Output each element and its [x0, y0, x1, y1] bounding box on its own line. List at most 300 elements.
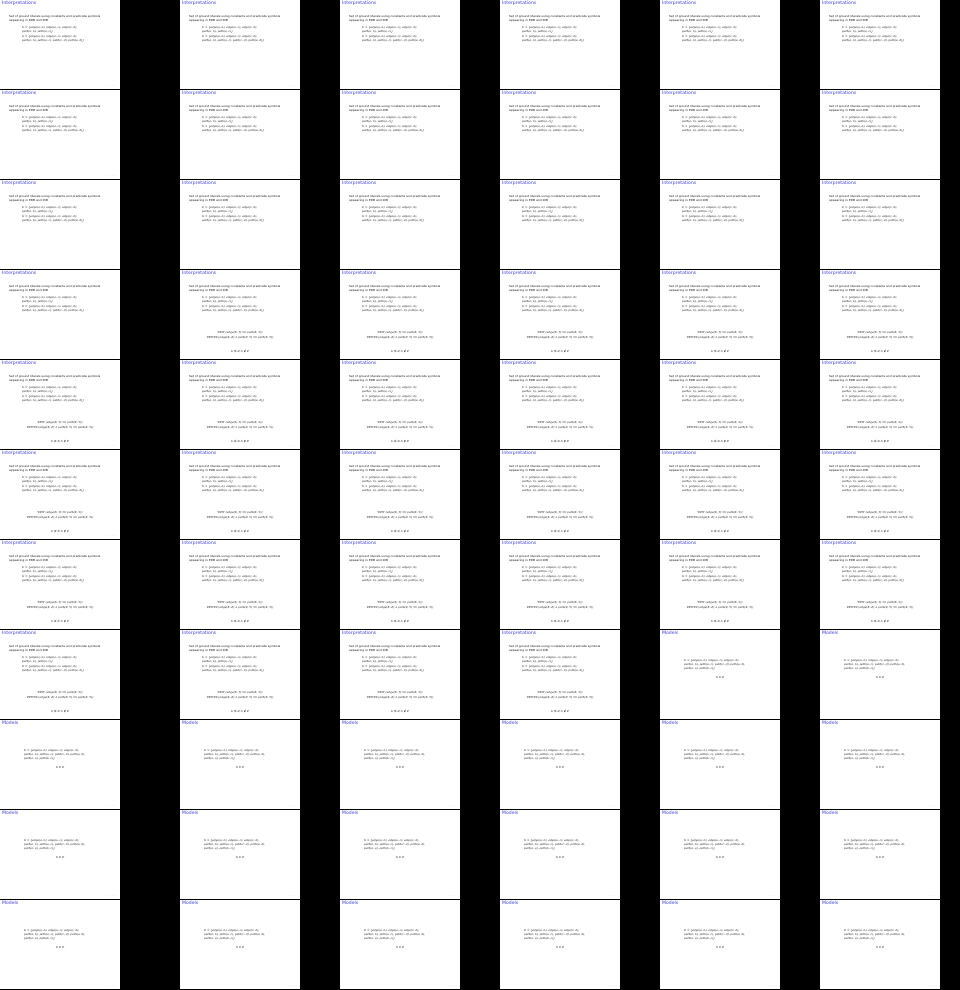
models-interpretation	[364, 748, 425, 760]
slide-intro-line: appearing in EDB and IDB	[189, 287, 228, 292]
interpretation-i1-line: I₁ = {edge(a, b), edge(a, c), edge(c, d),	[682, 25, 738, 29]
slide-thumbnail[interactable]	[820, 270, 940, 359]
models-interpretation-line: I₂ = {edge(a, b), edge(a, c), edge(c, d),	[524, 748, 580, 752]
interpretation-i2	[522, 304, 584, 312]
slide-thumbnail[interactable]	[340, 270, 460, 359]
slide-thumbnail[interactable]	[500, 180, 620, 269]
interpretation-i2-line: I₂ = {edge(a, b), edge(a, c), edge(c, d),	[362, 394, 418, 398]
slide-intro-line: Set of ground literals using constants and predicate symbols	[189, 644, 281, 648]
interpretation-i1	[522, 565, 577, 573]
slide-thumbnail[interactable]	[0, 900, 120, 989]
slide-thumbnail[interactable]	[0, 0, 120, 89]
program-rules	[340, 420, 460, 431]
slide-nav-dots: • • • •	[926, 355, 937, 357]
interpretation-i1-line: path(a, b), path(a, c)}	[522, 389, 553, 394]
models-interpretation-line: path(a, b), path(a, c), path(c, d), path(a, d),	[24, 932, 86, 937]
models-statement: I₂ ⊨ P	[235, 765, 245, 769]
slide-title: Interpretations	[822, 91, 857, 96]
interpretation-i1	[202, 565, 257, 573]
slide-intro-line: Set of ground literals using constants and predicate symbols	[829, 104, 921, 108]
slide-thumbnail[interactable]	[820, 720, 940, 809]
slide-intro-line: appearing in EDB and IDB	[829, 17, 868, 22]
slide-thumbnail[interactable]	[180, 630, 300, 719]
slide-nav-dots: • • • •	[766, 355, 777, 357]
slide-thumbnail[interactable]	[180, 0, 300, 89]
interpretation-i1-line: I₁ = {edge(a, b), edge(a, c), edge(c, d),	[522, 655, 578, 659]
models-interpretation-line: I₂ = {edge(a, b), edge(a, c), edge(c, d),	[24, 748, 80, 752]
models-interpretation-line: path(a, b), path(a, c), path(c, d), path(a, d),	[24, 752, 86, 757]
slide-title: Interpretations	[662, 541, 697, 546]
slide-thumbnail[interactable]	[660, 540, 780, 629]
slide-intro-line: Set of ground literals using constants and predicate symbols	[9, 194, 101, 198]
models-interpretation-line: I₂ = {edge(a, b), edge(a, c), edge(c, d),	[844, 928, 900, 932]
slide-thumbnail[interactable]	[820, 360, 940, 449]
slide-intro-line: appearing in EDB and IDB	[509, 107, 548, 112]
slide-thumbnail[interactable]	[500, 450, 620, 539]
slide-intro-line: appearing in EDB and IDB	[509, 197, 548, 202]
interpretation-statement: I₂ ⊭ P, I₁ ⊭ P	[231, 349, 249, 353]
slide-thumbnail[interactable]	[500, 630, 620, 719]
slide-thumbnail[interactable]	[660, 450, 780, 539]
slide-thumbnail[interactable]	[340, 450, 460, 539]
slide-thumbnail[interactable]	[180, 810, 300, 899]
slide-thumbnail[interactable]	[500, 720, 620, 809]
slide-nav-dots: • • • •	[606, 625, 617, 627]
slide-thumbnail[interactable]	[660, 630, 780, 719]
slide-intro-line: appearing in EDB and IDB	[189, 377, 228, 382]
interpretation-i2-line: path(a, b), path(a, c), path(c, d), path(a, d)}	[202, 578, 264, 583]
slide-thumbnail[interactable]	[180, 270, 300, 359]
interpretation-i2-line: I₂ = {edge(a, b), edge(a, c), edge(c, d),	[202, 304, 258, 308]
interpretation-i1-line: path(a, b), path(a, c)}	[362, 209, 393, 214]
slide-intro-line: Set of ground literals using constants and predicate symbols	[669, 14, 761, 18]
slide-thumbnail[interactable]	[340, 630, 460, 719]
interpretation-i1-line: I₁ = {edge(a, b), edge(a, c), edge(c, d),	[682, 295, 738, 299]
slide-title: Interpretations	[2, 271, 37, 276]
slide-thumbnail[interactable]	[660, 720, 780, 809]
interpretation-statement: I₂ ⊭ P, I₁ ⊭ P	[711, 619, 729, 623]
models-statement: I₂ ⊨ P	[395, 765, 405, 769]
slide-intro-line: appearing in EDB and IDB	[669, 377, 708, 382]
interpretation-i2-line: I₂ = {edge(a, b), edge(a, c), edge(c, d),	[22, 34, 78, 38]
program-rules-line: ∀X∀Y∀Z (edge(X, Z) ∧ path(Z, Y) ⟹ path(X, Y))	[526, 335, 594, 340]
models-interpretation-line: I₂ = {edge(a, b), edge(a, c), edge(c, d),	[844, 838, 900, 842]
interpretation-statement: I₂ ⊭ P, I₁ ⊭ P	[551, 439, 569, 443]
interpretation-i2-line: I₂ = {edge(a, b), edge(a, c), edge(c, d),	[22, 304, 78, 308]
slide-intro	[9, 285, 105, 293]
slide-intro-line: Set of ground literals using constants and predicate symbols	[9, 104, 101, 108]
slide-thumbnail[interactable]	[0, 90, 120, 179]
slide-title: Interpretations	[502, 1, 537, 6]
interpretation-i2-line: I₂ = {edge(a, b), edge(a, c), edge(c, d),	[362, 484, 418, 488]
slide-intro	[669, 105, 765, 113]
slide-thumbnail[interactable]	[0, 450, 120, 539]
slide-intro-line: Set of ground literals using constants and predicate symbols	[189, 464, 281, 468]
interpretation-i2-line: I₂ = {edge(a, b), edge(a, c), edge(c, d),	[682, 214, 738, 218]
interpretation-i1-line: path(a, b), path(a, c)}	[202, 479, 233, 484]
slide-thumbnail[interactable]	[500, 810, 620, 899]
slide-thumbnail[interactable]	[340, 0, 460, 89]
slide-thumbnail[interactable]	[500, 900, 620, 989]
interpretation-i1	[842, 565, 897, 573]
slide-intro	[349, 15, 445, 23]
interpretation-i2-line: path(a, b), path(a, c), path(c, d), path(a, d)}	[202, 128, 264, 133]
slide-thumbnail[interactable]	[180, 450, 300, 539]
interpretation-i2	[362, 574, 424, 582]
interpretation-i1-line: path(a, b), path(a, c)}	[22, 209, 53, 214]
interpretation-i2	[202, 124, 264, 132]
interpretation-i2-line: path(a, b), path(a, c), path(c, d), path(a, d)}	[22, 578, 84, 583]
slide-intro	[9, 645, 105, 653]
interpretation-i1-line: path(a, b), path(a, c)}	[22, 29, 53, 34]
slide-intro-line: Set of ground literals using constants and predicate symbols	[349, 464, 441, 468]
slide-title: Interpretations	[822, 271, 857, 276]
slide-intro-line: appearing in EDB and IDB	[349, 287, 388, 292]
slide-thumbnail[interactable]	[180, 540, 300, 629]
slide-title: Models	[342, 811, 359, 816]
program-rules-line: ∀X∀Y∀Z (edge(X, Z) ∧ path(Z, Y) ⟹ path(X, Y))	[366, 695, 434, 700]
interpretation-i1	[522, 25, 577, 33]
slide-intro	[9, 15, 105, 23]
interpretation-i1-line: path(a, b), path(a, c)}	[202, 569, 233, 574]
slide-thumbnail[interactable]	[0, 810, 120, 899]
slide-thumbnail[interactable]	[0, 270, 120, 359]
slide-thumbnail[interactable]	[340, 540, 460, 629]
slide-title: Interpretations	[342, 271, 377, 276]
interpretation-i2-line: path(a, b), path(a, c), path(c, d), path(a, d)}	[842, 578, 904, 583]
interpretation-i1-line: I₁ = {edge(a, b), edge(a, c), edge(c, d),	[22, 205, 78, 209]
slide-thumbnail[interactable]	[500, 0, 620, 89]
interpretation-i1-line: path(a, b), path(a, c)}	[522, 299, 553, 304]
slide-thumbnail[interactable]	[180, 90, 300, 179]
interpretation-statement: I₂ ⊭ P, I₁ ⊭ P	[231, 529, 249, 533]
slide-nav-dots: • • • •	[606, 895, 617, 897]
models-interpretation-line: I₂ = {edge(a, b), edge(a, c), edge(c, d),	[844, 748, 900, 752]
slide-intro	[189, 285, 285, 293]
slide-intro-line: Set of ground literals using constants and predicate symbols	[349, 14, 441, 18]
program-rules-line: ∀X∀Y (edge(X, Y) ⟹ path(X, Y))	[217, 420, 263, 424]
interpretation-i2-line: path(a, b), path(a, c), path(c, d), path(a, d)}	[842, 488, 904, 493]
program-rules	[820, 510, 940, 521]
slide-intro	[829, 195, 925, 203]
interpretation-i2	[202, 34, 264, 42]
interpretation-i2-line: path(a, b), path(a, c), path(c, d), path(a, d)}	[522, 38, 584, 43]
interpretation-i2	[22, 394, 84, 402]
program-rules-line: ∀X∀Y (edge(X, Y) ⟹ path(X, Y))	[697, 420, 743, 424]
slide-thumbnail[interactable]	[0, 180, 120, 269]
slide-thumbnail[interactable]	[500, 540, 620, 629]
slide-intro-line: appearing in EDB and IDB	[829, 377, 868, 382]
slide-thumbnail[interactable]	[500, 90, 620, 179]
program-rules-line: ∀X∀Y∀Z (edge(X, Z) ∧ path(Z, Y) ⟹ path(X, Y))	[686, 335, 754, 340]
program-rules	[500, 330, 620, 341]
program-rules-line: ∀X∀Y (edge(X, Y) ⟹ path(X, Y))	[857, 600, 903, 604]
slide-thumbnail[interactable]	[0, 720, 120, 809]
interpretation-i1-line: path(a, b), path(a, c)}	[362, 659, 393, 664]
slide-title: Interpretations	[342, 361, 377, 366]
interpretation-i2	[362, 484, 424, 492]
interpretation-i1-line: path(a, b), path(a, c)}	[362, 389, 393, 394]
models-interpretation-line: path(a, b), path(a, c), path(c, d), path(a, d),	[524, 752, 586, 757]
slide-nav-dots: • • • •	[606, 85, 617, 87]
models-interpretation-line: I₂ = {edge(a, b), edge(a, c), edge(c, d),	[684, 928, 740, 932]
program-rules-line: ∀X∀Y∀Z (edge(X, Z) ∧ path(Z, Y) ⟹ path(X, Y))	[526, 425, 594, 430]
slide-thumbnail[interactable]	[340, 810, 460, 899]
slide-intro-line: Set of ground literals using constants and predicate symbols	[509, 14, 601, 18]
slide-thumbnail[interactable]	[820, 180, 940, 269]
slide-thumbnail[interactable]	[660, 810, 780, 899]
models-interpretation-line: I₂ = {edge(a, b), edge(a, c), edge(c, d),	[524, 838, 580, 842]
slide-thumbnail[interactable]	[660, 90, 780, 179]
slide-intro	[349, 195, 445, 203]
slide-nav-dots: • • • •	[766, 175, 777, 177]
slide-title: Interpretations	[2, 541, 37, 546]
slide-title: Interpretations	[662, 1, 697, 6]
program-rules	[180, 510, 300, 521]
slide-title: Interpretations	[182, 541, 217, 546]
program-rules-line: ∀X∀Y (edge(X, Y) ⟹ path(X, Y))	[377, 420, 423, 424]
slide-thumbnail[interactable]	[180, 360, 300, 449]
slide-nav-dots: • • • •	[766, 265, 777, 267]
slide-nav-dots: • • • •	[106, 895, 117, 897]
slide-intro-line: appearing in EDB and IDB	[189, 17, 228, 22]
program-rules-line: ∀X∀Y (edge(X, Y) ⟹ path(X, Y))	[37, 690, 83, 694]
interpretation-i1-line: I₁ = {edge(a, b), edge(a, c), edge(c, d),	[362, 655, 418, 659]
slide-thumbnail[interactable]	[340, 900, 460, 989]
slide-title: Interpretations	[662, 181, 697, 186]
slide-thumbnail[interactable]	[180, 900, 300, 989]
slide-intro-line: appearing in EDB and IDB	[189, 197, 228, 202]
interpretation-i2	[362, 304, 424, 312]
slide-intro-line: appearing in EDB and IDB	[509, 647, 548, 652]
interpretation-i2	[22, 574, 84, 582]
interpretation-i1-line: I₁ = {edge(a, b), edge(a, c), edge(c, d),	[202, 25, 258, 29]
slide-intro-line: appearing in EDB and IDB	[9, 377, 48, 382]
interpretation-i1	[522, 115, 577, 123]
models-statement: I₂ ⊨ P	[715, 765, 725, 769]
slide-title: Interpretations	[502, 271, 537, 276]
slide-intro-line: Set of ground literals using constants and predicate symbols	[349, 104, 441, 108]
interpretation-i2-line: I₂ = {edge(a, b), edge(a, c), edge(c, d),	[22, 214, 78, 218]
slide-title: Interpretations	[342, 451, 377, 456]
slide-thumbnail[interactable]	[660, 0, 780, 89]
interpretation-i1-line: I₁ = {edge(a, b), edge(a, c), edge(c, d),	[842, 385, 898, 389]
slide-intro-line: appearing in EDB and IDB	[189, 557, 228, 562]
slide-title: Interpretations	[822, 541, 857, 546]
slide-title: Models	[662, 631, 679, 636]
slide-thumbnail[interactable]	[820, 450, 940, 539]
interpretation-i2-line: I₂ = {edge(a, b), edge(a, c), edge(c, d),	[202, 124, 258, 128]
slide-thumbnail[interactable]	[660, 270, 780, 359]
interpretation-i2-line: path(a, b), path(a, c), path(c, d), path(a, d)}	[522, 488, 584, 493]
interpretation-i2-line: path(a, b), path(a, c), path(c, d), path(a, d)}	[682, 578, 744, 583]
slide-thumbnail[interactable]	[180, 180, 300, 269]
slide-intro	[669, 285, 765, 293]
models-statement: I₂ ⊨ P	[875, 675, 885, 679]
slide-intro-line: Set of ground literals using constants and predicate symbols	[349, 644, 441, 648]
interpretation-i2-line: I₂ = {edge(a, b), edge(a, c), edge(c, d),	[842, 214, 898, 218]
slide-title: Interpretations	[182, 631, 217, 636]
interpretation-i1-line: path(a, b), path(a, c)}	[682, 299, 713, 304]
slide-thumbnail[interactable]	[0, 360, 120, 449]
interpretation-i1-line: I₁ = {edge(a, b), edge(a, c), edge(c, d),	[362, 25, 418, 29]
interpretation-i1	[362, 115, 417, 123]
interpretation-i2-line: path(a, b), path(a, c), path(c, d), path(a, d)}	[362, 218, 424, 223]
models-interpretation-line: path(a, a), path(b, c)}	[524, 846, 555, 851]
interpretation-i1-line: I₁ = {edge(a, b), edge(a, c), edge(c, d),	[522, 385, 578, 389]
models-interpretation-line: path(a, b), path(a, c), path(c, d), path(a, d),	[844, 842, 906, 847]
slide-nav-dots: • • • •	[286, 445, 297, 447]
interpretation-i2-line: path(a, b), path(a, c), path(c, d), path(a, d)}	[522, 578, 584, 583]
slide-intro-line: appearing in EDB and IDB	[829, 107, 868, 112]
program-rules-line: ∀X∀Y (edge(X, Y) ⟹ path(X, Y))	[537, 690, 583, 694]
slide-title: Models	[2, 721, 19, 726]
slide-thumbnail[interactable]	[660, 360, 780, 449]
interpretation-i1	[842, 295, 897, 303]
slide-thumbnail[interactable]	[820, 540, 940, 629]
interpretation-i1-line: path(a, b), path(a, c)}	[842, 389, 873, 394]
models-interpretation-line: path(a, b), path(a, c), path(c, d), path(a, d),	[204, 842, 266, 847]
slide-thumbnail[interactable]	[500, 360, 620, 449]
slide-thumbnail[interactable]	[340, 180, 460, 269]
slide-thumbnail[interactable]	[340, 90, 460, 179]
interpretation-i2-line: path(a, b), path(a, c), path(c, d), path(a, d)}	[682, 128, 744, 133]
interpretation-i2	[22, 664, 84, 672]
interpretation-i2-line: I₂ = {edge(a, b), edge(a, c), edge(c, d),	[682, 574, 738, 578]
slide-intro-line: Set of ground literals using constants and predicate symbols	[669, 464, 761, 468]
interpretation-statement: I₂ ⊭ P, I₁ ⊭ P	[871, 439, 889, 443]
interpretation-statement: I₂ ⊭ P, I₁ ⊭ P	[391, 529, 409, 533]
interpretation-i1	[522, 655, 577, 663]
slide-intro	[349, 555, 445, 563]
interpretation-i1	[842, 205, 897, 213]
slide-thumbnail[interactable]	[820, 630, 940, 719]
interpretation-i2-line: I₂ = {edge(a, b), edge(a, c), edge(c, d),	[362, 124, 418, 128]
slide-nav-dots: • • • •	[286, 805, 297, 807]
interpretation-i1	[362, 25, 417, 33]
models-interpretation-line: I₂ = {edge(a, b), edge(a, c), edge(c, d),	[204, 928, 260, 932]
slide-intro-line: appearing in EDB and IDB	[349, 467, 388, 472]
interpretation-i2	[202, 304, 264, 312]
interpretation-statement: I₂ ⊭ P, I₁ ⊭ P	[871, 529, 889, 533]
interpretation-i2-line: path(a, b), path(a, c), path(c, d), path(a, d)}	[522, 398, 584, 403]
interpretation-i1-line: path(a, b), path(a, c)}	[202, 389, 233, 394]
slide-title: Interpretations	[662, 271, 697, 276]
slide-thumbnail[interactable]	[180, 720, 300, 809]
interpretation-i2	[522, 124, 584, 132]
slide-title: Interpretations	[342, 631, 377, 636]
slide-nav-dots: • • • •	[926, 805, 937, 807]
slide-thumbnail[interactable]	[820, 0, 940, 89]
models-interpretation	[524, 928, 585, 940]
models-interpretation	[844, 658, 905, 670]
models-statement: I₂ ⊨ P	[875, 945, 885, 949]
interpretation-i1	[202, 655, 257, 663]
program-rules-line: ∀X∀Y∀Z (edge(X, Z) ∧ path(Z, Y) ⟹ path(X, Y))	[846, 515, 914, 520]
interpretation-i1	[202, 475, 257, 483]
slide-nav-dots: • • • •	[106, 715, 117, 717]
slide-thumbnail[interactable]	[660, 900, 780, 989]
slide-thumbnail[interactable]	[820, 810, 940, 899]
interpretation-i2-line: path(a, b), path(a, c), path(c, d), path(a, d)}	[842, 128, 904, 133]
interpretation-i1-line: path(a, b), path(a, c)}	[202, 29, 233, 34]
slide-nav-dots: • • • •	[446, 805, 457, 807]
interpretation-i2-line: I₂ = {edge(a, b), edge(a, c), edge(c, d),	[842, 574, 898, 578]
program-rules	[180, 420, 300, 431]
slide-title: Interpretations	[502, 91, 537, 96]
program-rules-line: ∀X∀Y (edge(X, Y) ⟹ path(X, Y))	[377, 600, 423, 604]
models-statement: I₂ ⊨ P	[555, 945, 565, 949]
slide-thumbnail[interactable]	[820, 90, 940, 179]
slide-nav-dots: • • • •	[766, 805, 777, 807]
program-rules-line: ∀X∀Y∀Z (edge(X, Z) ∧ path(Z, Y) ⟹ path(X, Y))	[526, 695, 594, 700]
interpretation-i1-line: I₁ = {edge(a, b), edge(a, c), edge(c, d),	[22, 295, 78, 299]
program-rules	[180, 600, 300, 611]
slide-thumbnail[interactable]	[0, 630, 120, 719]
interpretation-i2-line: path(a, b), path(a, c), path(c, d), path(a, d)}	[22, 128, 84, 133]
interpretation-i1-line: I₁ = {edge(a, b), edge(a, c), edge(c, d),	[682, 385, 738, 389]
interpretation-statement: I₂ ⊭ P, I₁ ⊭ P	[871, 619, 889, 623]
interpretation-i2-line: path(a, b), path(a, c), path(c, d), path(a, d)}	[362, 398, 424, 403]
interpretation-i1-line: path(a, b), path(a, c)}	[22, 659, 53, 664]
slide-thumbnail[interactable]	[340, 720, 460, 809]
interpretation-i2-line: I₂ = {edge(a, b), edge(a, c), edge(c, d),	[842, 484, 898, 488]
slide-thumbnail[interactable]	[340, 360, 460, 449]
program-rules-line: ∀X∀Y∀Z (edge(X, Z) ∧ path(Z, Y) ⟹ path(X, Y))	[26, 425, 94, 430]
slide-intro	[829, 375, 925, 383]
interpretation-statement: I₂ ⊭ P, I₁ ⊭ P	[711, 349, 729, 353]
slide-thumbnail[interactable]	[820, 900, 940, 989]
models-interpretation-line: path(a, a), path(b, c)}	[24, 756, 55, 761]
models-statement: I₂ ⊨ P	[875, 765, 885, 769]
slide-thumbnail[interactable]	[660, 180, 780, 269]
models-interpretation-line: path(a, a), path(b, c)}	[844, 666, 875, 671]
interpretation-i2-line: I₂ = {edge(a, b), edge(a, c), edge(c, d),	[202, 484, 258, 488]
slide-nav-dots: • • • •	[106, 535, 117, 537]
program-rules-line: ∀X∀Y∀Z (edge(X, Z) ∧ path(Z, Y) ⟹ path(X, Y))	[846, 605, 914, 610]
models-interpretation-line: I₂ = {edge(a, b), edge(a, c), edge(c, d),	[524, 928, 580, 932]
interpretation-i2-line: path(a, b), path(a, c), path(c, d), path(a, d)}	[522, 128, 584, 133]
slide-intro-line: appearing in EDB and IDB	[509, 467, 548, 472]
models-interpretation	[364, 838, 425, 850]
interpretation-statement: I₂ ⊭ P, I₁ ⊭ P	[551, 349, 569, 353]
interpretation-i1-line: path(a, b), path(a, c)}	[842, 569, 873, 574]
slide-nav-dots: • • • •	[606, 175, 617, 177]
slide-intro	[349, 375, 445, 383]
slide-intro-line: appearing in EDB and IDB	[669, 557, 708, 562]
program-rules	[180, 330, 300, 341]
interpretation-i1	[202, 115, 257, 123]
slide-thumbnail[interactable]	[500, 270, 620, 359]
models-interpretation-line: path(a, a), path(b, c)}	[844, 846, 875, 851]
slide-thumbnail[interactable]	[0, 540, 120, 629]
interpretation-i2	[842, 124, 904, 132]
slide-title: Models	[342, 901, 359, 906]
interpretation-i2	[682, 304, 744, 312]
program-rules-line: ∀X∀Y (edge(X, Y) ⟹ path(X, Y))	[217, 510, 263, 514]
slide-title: Models	[662, 901, 679, 906]
models-interpretation-line: path(a, a), path(b, c)}	[684, 666, 715, 671]
models-statement: I₂ ⊨ P	[715, 945, 725, 949]
interpretation-i2-line: path(a, b), path(a, c), path(c, d), path(a, d)}	[522, 668, 584, 673]
models-interpretation	[364, 928, 425, 940]
interpretation-i1-line: I₁ = {edge(a, b), edge(a, c), edge(c, d),	[362, 565, 418, 569]
slide-intro-line: appearing in EDB and IDB	[9, 467, 48, 472]
slide-nav-dots: • • • •	[446, 445, 457, 447]
slide-intro-line: appearing in EDB and IDB	[669, 17, 708, 22]
slide-title: Models	[182, 901, 199, 906]
interpretation-i1-line: I₁ = {edge(a, b), edge(a, c), edge(c, d),	[202, 205, 258, 209]
